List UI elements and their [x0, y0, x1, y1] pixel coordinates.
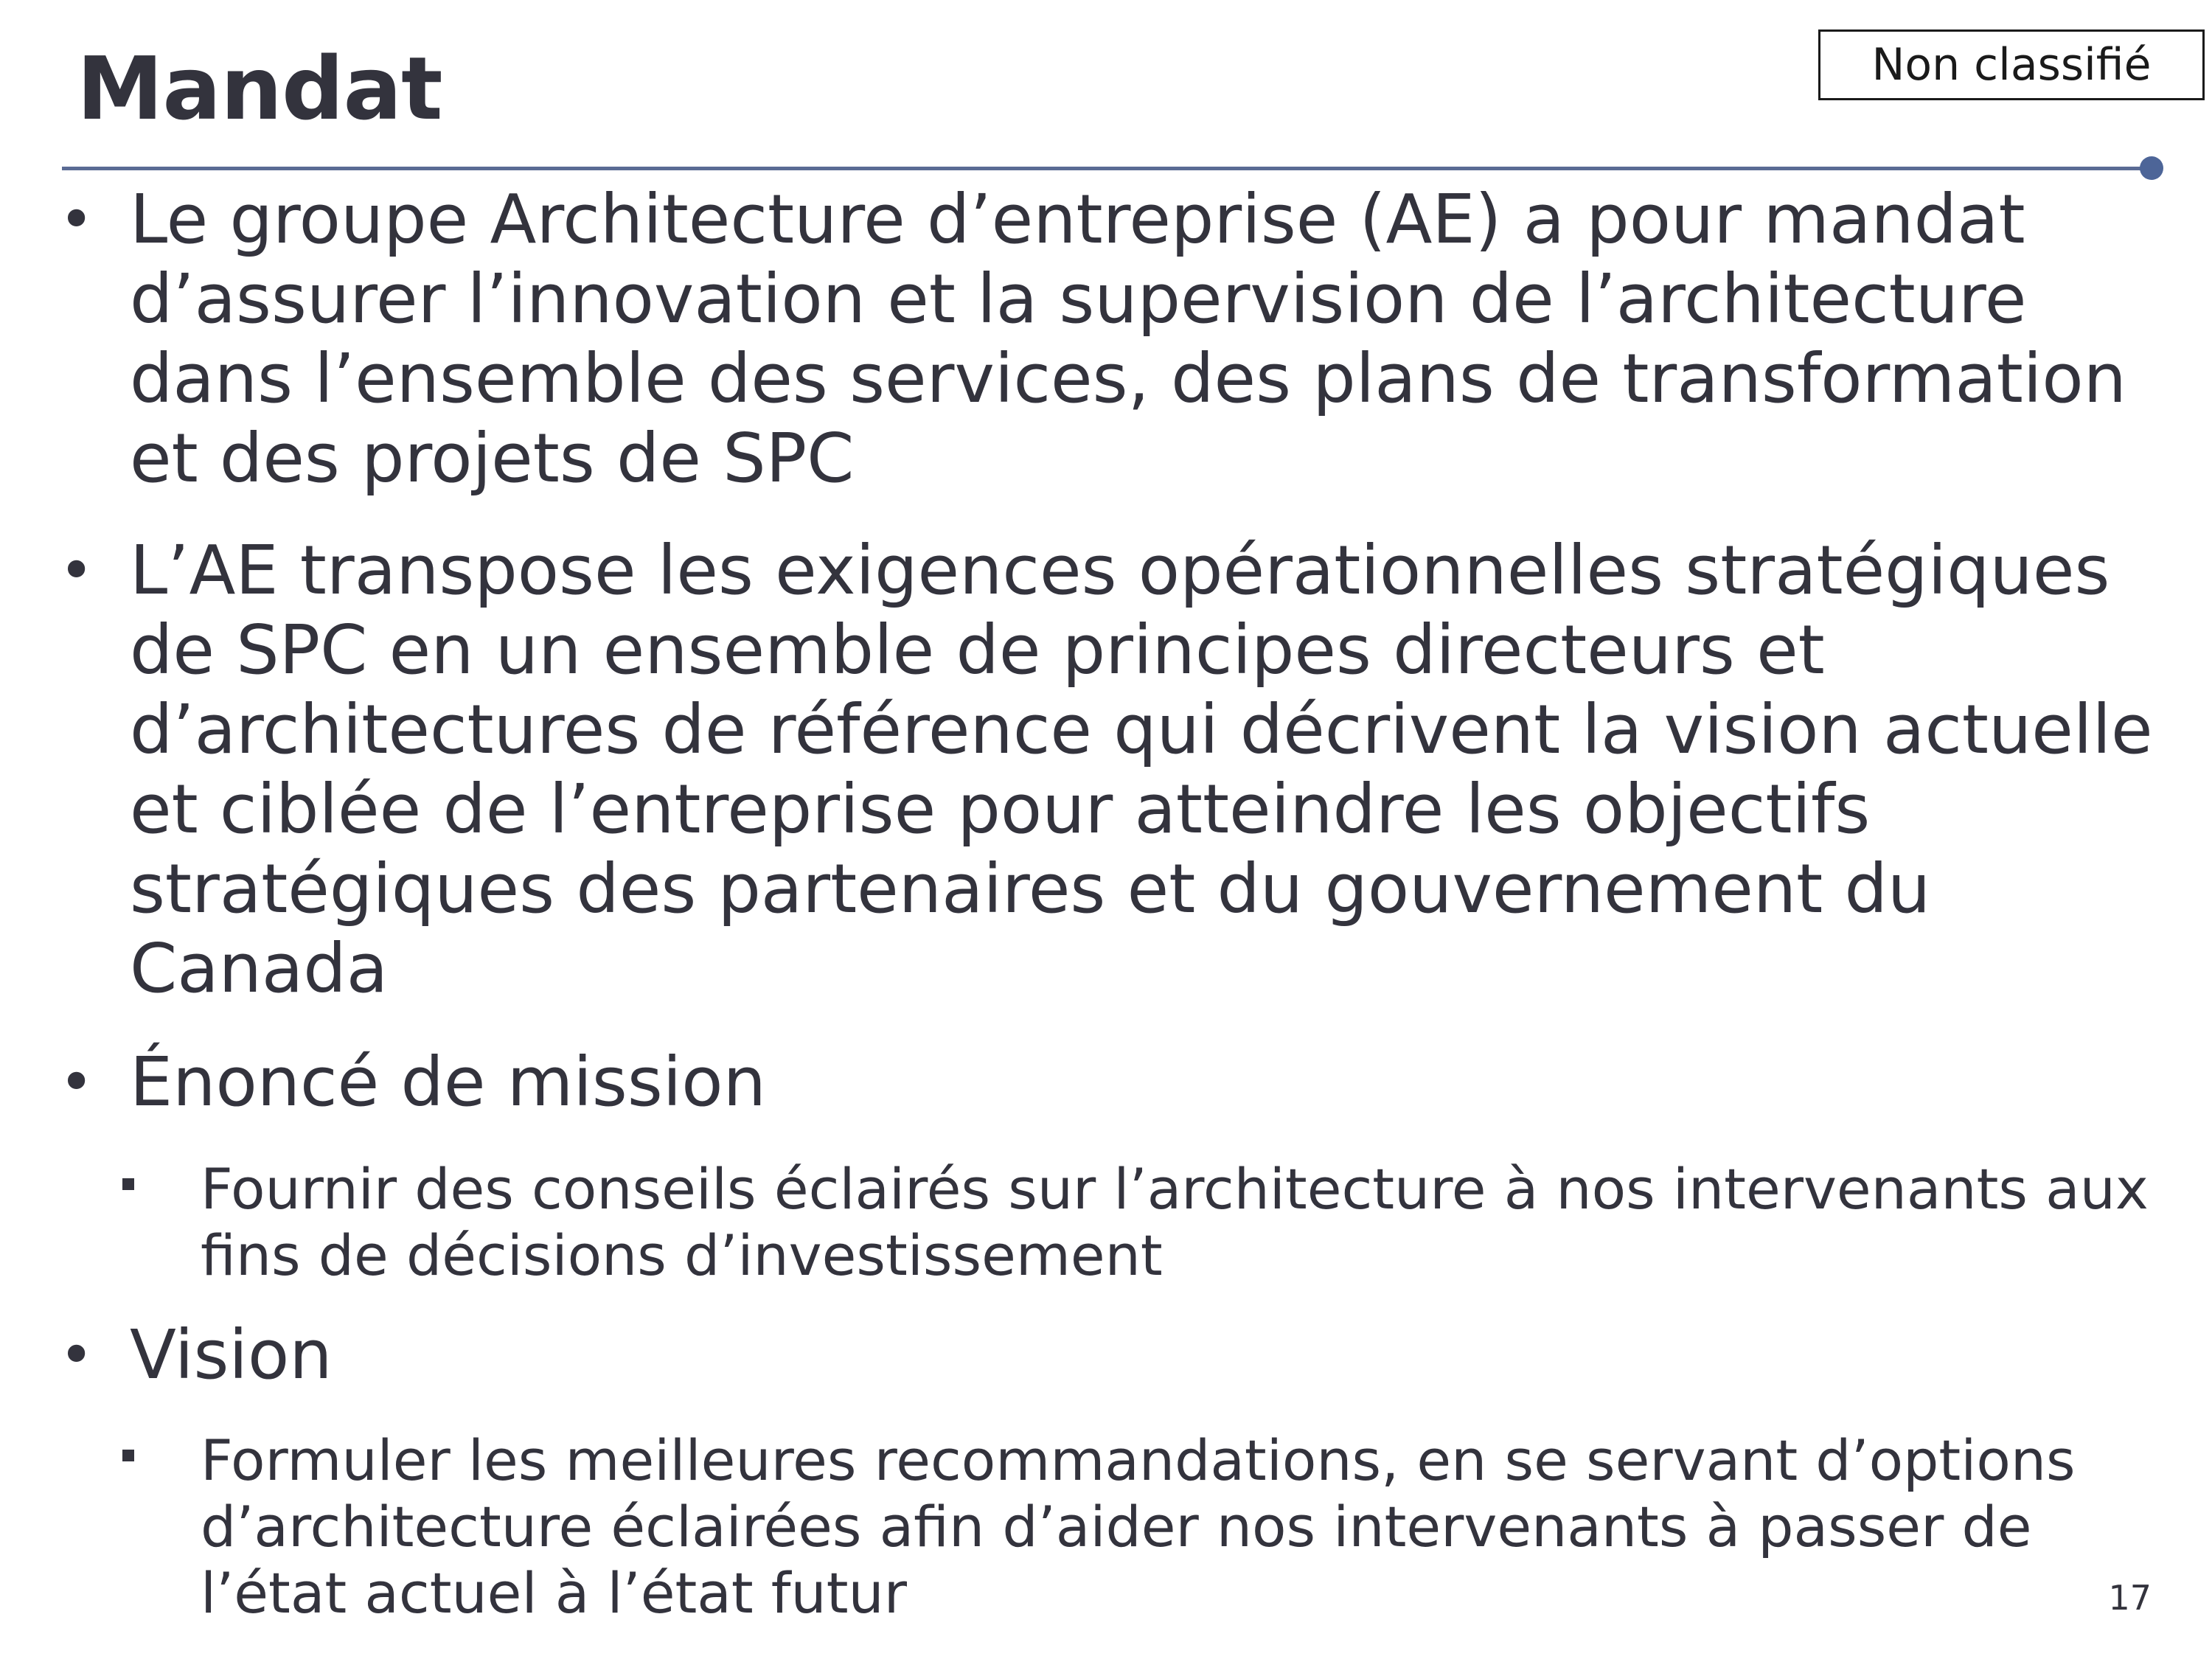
bullet-dot-icon: • — [59, 1048, 94, 1116]
bullet-item-ae-role — [59, 531, 2172, 1009]
square-bullet-icon — [122, 1450, 134, 1461]
bullet-dot-icon: • — [59, 536, 94, 605]
sub-item-vision-statement — [201, 1427, 2177, 1627]
bullet-text: Vision — [130, 1315, 333, 1394]
sub-item-text: Formuler les meilleures recommandations, en se servant d’options d’architecture éclairées afin d’aider nos intervenants à passer de l’état actuel à l’état futur — [201, 1427, 2076, 1626]
classification-badge: Non classifié — [1818, 29, 2205, 100]
divider-end-dot — [2140, 156, 2163, 180]
title-divider — [62, 167, 2149, 170]
square-bullet-icon — [122, 1178, 134, 1190]
bullet-item-mandate — [59, 180, 2172, 498]
bullet-dot-icon: • — [59, 1321, 94, 1389]
bullet-item-mission — [59, 1043, 2172, 1122]
bullet-text: Le groupe Architecture d’entreprise (AE) a pour mandat d’assurer l’innovation et la supervision de l’architecture dans l’ensemble des services, des plans de transformation et des projets de SPC — [130, 180, 2126, 498]
bullet-text: Énoncé de mission — [130, 1043, 766, 1121]
sub-item-mission-statement — [201, 1156, 2177, 1289]
sub-item-text: Fournir des conseils éclairés sur l’architecture à nos intervenants aux fins de décisions d’investissement — [201, 1156, 2149, 1288]
bullet-dot-icon: • — [59, 185, 94, 254]
page-number: 17 — [2108, 1578, 2152, 1618]
slide-title: Mandat — [77, 38, 442, 139]
bullet-text: L’AE transpose les exigences opérationnelles stratégiques de SPC en un ensemble de principes directeurs et d’architectures de référence qui décrivent la vision actuelle et ciblée de l’entreprise pour atteindre les objectifs stratégiques des partenaires et du gouvernement du Canada — [130, 531, 2153, 1008]
bullet-item-vision — [59, 1315, 2172, 1395]
